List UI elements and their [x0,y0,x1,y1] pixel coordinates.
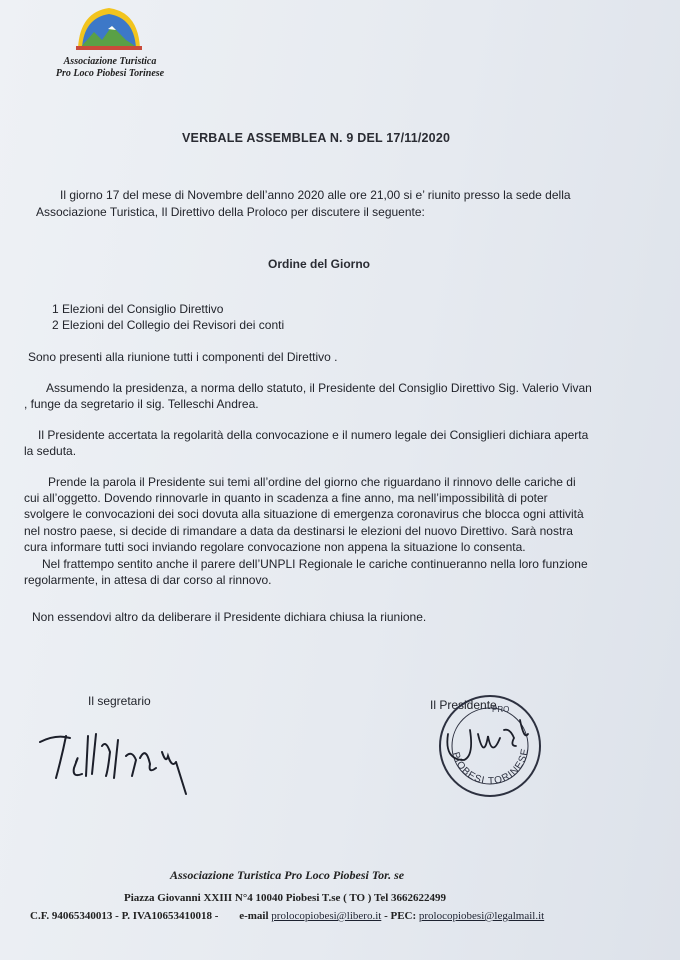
footer-pec-label: - PEC: [384,910,417,922]
body-line-1: Prende la parola il Presidente sui temi all’ordine del giorno che riguardano il rinnovo delle cariche di [48,475,576,489]
stamp-text: PIOBESI TORINESE [449,747,532,788]
agenda-title: Ordine del Giorno [268,257,371,271]
document-title: VERBALE ASSEMBLEA N. 9 DEL 17/11/2020 [182,131,451,145]
intro-line-1: Il giorno 17 del mese di Novembre dell’anno 2020 alle ore 21,00 si e’ riunito presso la sede della [60,188,571,202]
agenda-item-1: 1 Elezioni del Consiglio Direttivo [52,302,224,316]
body-line-3: svolgere le convocazioni dei soci dovuta alla situazione di emergenza coronavirus che blocca ogni attività [24,507,584,521]
agenda-item-2: 2 Elezioni del Collegio dei Revisori dei conti [52,318,285,332]
logo-icon [72,2,146,58]
closing-text: Non essendovi altro da deliberare il Presidente dichiara chiusa la riunione. [32,610,427,624]
footer-contacts [30,910,544,922]
footer-pec-link[interactable]: prolocopiobesi@legalmail.it [418,910,545,922]
org-header-line1: Associazione Turistica [63,56,157,67]
stamp-top-text: PRO [492,705,510,714]
svg-text:PIOBESI TORINESE [450,747,531,787]
president-label: Il Presidente [430,698,497,712]
body-line-2: cui all’oggetto. Dovendo rinnovarle in quanto in scadenza a fine anno, ma nell’impossibilità di poter [24,491,548,505]
secretary-label: Il segretario [88,694,151,708]
secretary-signature [36,716,216,796]
body-line-7: regolarmente, in attesa di dar corso al rinnovo. [24,573,272,587]
footer-email-label: e-mail [239,910,269,922]
body-line-6: Nel frattempo sentito anche il parere dell’UNPLI Regionale le cariche continueranno nella loro funzione [42,557,588,571]
body-line-4: nel nostro paese, si decide di rimandare a data da destinarsi le elezioni del nuovo Direttivo. Sarà nostra [24,524,573,538]
body-line-5: cura informare tutti soci inviando regolare convocazione non appena la situazione lo consenta. [24,540,526,554]
presence-text: Sono presenti alla riunione tutti i componenti del Direttivo . [28,350,338,364]
convocation-line-1: Il Presidente accertata la regolarità della convocazione e il numero legale dei Consiglieri dichiara aperta [38,428,589,442]
presidency-line-1: Assumendo la presidenza, a norma dello statuto, il Presidente del Consiglio Direttivo Sig. Valerio Vivan [46,381,592,395]
president-stamp [430,690,550,802]
footer-email-link[interactable]: prolocopiobesi@libero.it [271,910,382,922]
footer-address: Piazza Giovanni XXIII N°4 10040 Piobesi T.se ( TO ) Tel 3662622499 [124,892,447,904]
convocation-line-2: la seduta. [24,444,77,458]
footer-fiscal: C.F. 94065340013 - P. IVA10653410018 - [30,910,219,922]
org-header [40,56,180,80]
intro-line-2: Associazione Turistica, Il Direttivo della Proloco per discutere il seguente: [36,205,425,219]
presidency-line-2: , funge da segretario il sig. Telleschi Andrea. [24,397,259,411]
org-header-line2: Pro Loco Piobesi Torinese [55,68,165,79]
footer-org: Associazione Turistica Pro Loco Piobesi Tor. se [170,868,405,882]
